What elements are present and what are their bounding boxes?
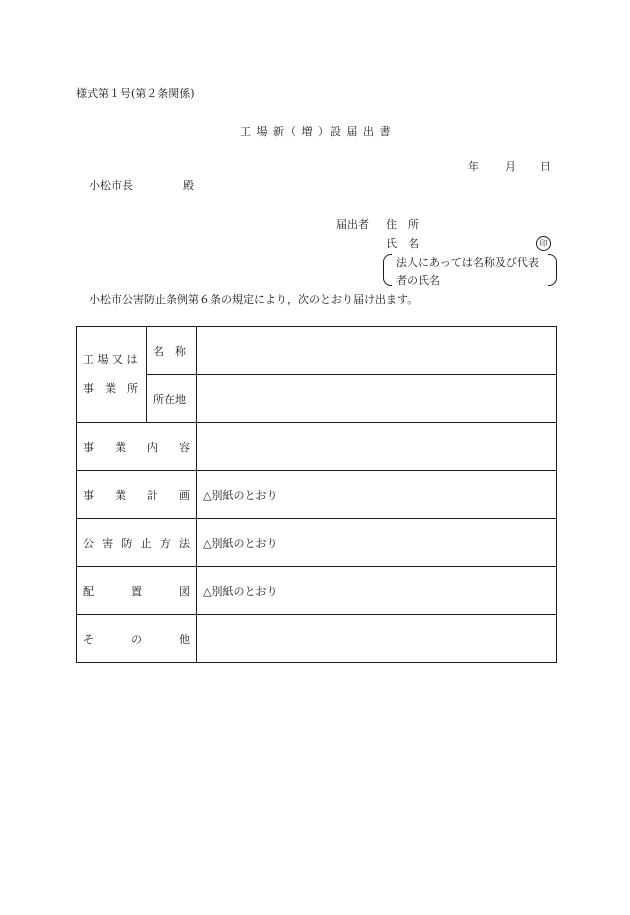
left-paren bbox=[383, 254, 392, 286]
name-cell-value[interactable] bbox=[197, 327, 557, 375]
label-char: 配 bbox=[83, 584, 94, 598]
notification-table bbox=[76, 326, 557, 663]
label-char: 計 bbox=[147, 488, 158, 502]
table-row bbox=[77, 519, 557, 567]
addressee-name: 小松市長 bbox=[89, 179, 133, 192]
label-char: 公 bbox=[83, 536, 94, 550]
label-char: 容 bbox=[179, 440, 190, 454]
addressee-honorific: 殿 bbox=[183, 179, 194, 192]
table-row bbox=[77, 327, 557, 375]
factory-label-line1: 工 場 又 は bbox=[83, 352, 138, 366]
layout-diagram-value[interactable]: △別紙のとおり bbox=[197, 567, 557, 615]
date-month: 月 bbox=[505, 160, 516, 173]
label-char: 事 bbox=[83, 488, 94, 502]
label-char: 置 bbox=[131, 584, 142, 598]
location-cell-label: 所在地 bbox=[147, 375, 197, 423]
label-char: 事 bbox=[83, 440, 94, 454]
label-char: 業 bbox=[115, 440, 126, 454]
name-cell-label: 名 称 bbox=[147, 327, 197, 375]
label-char: 止 bbox=[140, 536, 152, 550]
location-cell-value[interactable] bbox=[197, 375, 557, 423]
table-row bbox=[77, 375, 557, 423]
table-row bbox=[77, 567, 557, 615]
label-char: 業 bbox=[115, 488, 126, 502]
label-char: 画 bbox=[179, 488, 190, 502]
form-number: 様式第１号(第２条関係) bbox=[76, 87, 195, 100]
factory-label-line2: 事 業 所 bbox=[83, 381, 138, 395]
label-char: そ bbox=[83, 632, 94, 646]
label-char: 他 bbox=[179, 632, 190, 646]
corp-note-line2: 者の氏名 bbox=[396, 274, 440, 287]
label-char: 法 bbox=[178, 536, 190, 550]
label-char: 害 bbox=[102, 536, 114, 550]
name-label: 氏 名 bbox=[386, 237, 419, 250]
business-content-value[interactable] bbox=[197, 423, 557, 471]
corp-note-line1: 法人にあっては名称及び代表 bbox=[396, 256, 539, 269]
other-value[interactable] bbox=[197, 615, 557, 663]
statement: 小松市公害防止条例第６条の規定により，次のとおり届け出ます。 bbox=[89, 293, 419, 306]
layout-diagram-label bbox=[77, 567, 197, 615]
document-title: 工 場 新（ 増 ）設 届 出 書 bbox=[240, 125, 392, 138]
label-char: の bbox=[131, 632, 142, 646]
label-char: 方 bbox=[159, 536, 171, 550]
table-row bbox=[77, 471, 557, 519]
table-row bbox=[77, 423, 557, 471]
label-char: 内 bbox=[147, 440, 158, 454]
business-content-label bbox=[77, 423, 197, 471]
label-char: 防 bbox=[121, 536, 133, 550]
other-label bbox=[77, 615, 197, 663]
date-day: 日 bbox=[540, 160, 551, 173]
pollution-prevention-value[interactable]: △別紙のとおり bbox=[197, 519, 557, 567]
seal-icon: 印 bbox=[536, 236, 551, 251]
pollution-prevention-label bbox=[77, 519, 197, 567]
address-label: 住 所 bbox=[386, 218, 419, 231]
table-row bbox=[77, 615, 557, 663]
business-plan-label bbox=[77, 471, 197, 519]
business-plan-value[interactable]: △別紙のとおり bbox=[197, 471, 557, 519]
label-char: 図 bbox=[179, 584, 190, 598]
notifier-label: 届出者 bbox=[336, 218, 369, 231]
right-paren bbox=[548, 254, 557, 286]
factory-label bbox=[77, 327, 147, 423]
date-year: 年 bbox=[468, 160, 479, 173]
